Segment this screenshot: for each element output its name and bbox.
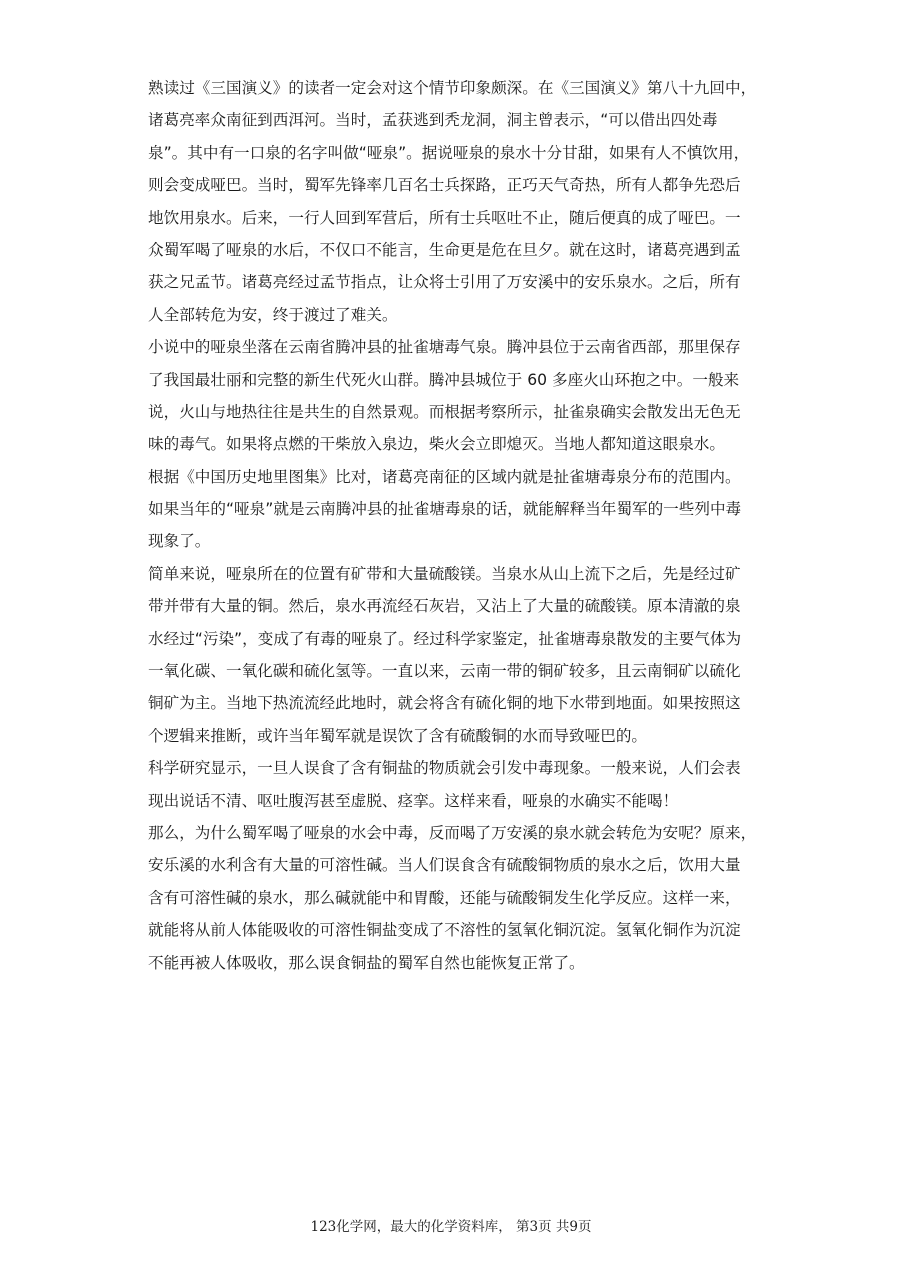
text-line: 科学研究显示，一旦人误食了含有铜盐的物质就会引发中毒现象。一般来说，人们会表 [148, 759, 741, 778]
text-line: 根据《中国历史地里图集》比对，诸葛亮南征的区域内就是扯雀塘毒泉分布的范围内。 [148, 467, 741, 486]
text-line: 现象了。 [148, 532, 211, 551]
text-line: 那么，为什么蜀军喝了哑泉的水会中毒，反而喝了万安溪的泉水就会转危为安呢？原来， [148, 823, 757, 842]
text-line: 一氧化碳、一氧化碳和硫化氢等。一直以来，云南一带的铜矿较多，且云南铜矿以硫化 [148, 662, 741, 681]
article-body [148, 72, 764, 979]
text-line: 就能将从前人体能吸收的可溶性铜盐变成了不溶性的氢氧化铜沉淀。氢氧化铜作为沉淀 [148, 921, 741, 940]
text-line: 泉”。其中有一口泉的名字叫做“哑泉”。据说哑泉的泉水十分甘甜，如果有人不慎饮用， [148, 143, 750, 162]
text-line: 了我国最壮丽和完整的新生代死火山群。腾冲县城位于 60 多座火山环抱之中。一般来 [148, 370, 740, 389]
text-line: 人全部转危为安，终于渡过了难关。 [148, 305, 398, 324]
text-line: 含有可溶性碱的泉水，那么碱就能中和胃酸，还能与硫酸铜发生化学反应。这样一来， [148, 888, 741, 907]
text-line: 获之兄孟节。诸葛亮经过孟节指点，让众将士引用了万安溪中的安乐泉水。之后，所有 [148, 273, 741, 292]
text-line: 个逻辑来推断，或许当年蜀军就是误饮了含有硫酸铜的水而导致哑巴的。 [148, 726, 648, 745]
text-line: 诸葛亮率众南征到西洱河。当时，孟获逃到秃龙洞，洞主曾表示，“可以借出四处毒 [148, 111, 718, 130]
text-line: 则会变成哑巴。当时，蜀军先锋率几百名士兵探路，正巧天气奇热，所有人都争先恐后 [148, 176, 741, 195]
text-line: 说，火山与地热往往是共生的自然景观。而根据考察所示，扯雀泉确实会散发出无色无 [148, 402, 741, 421]
text-line: 如果当年的“哑泉”就是云南腾冲县的扯雀塘毒泉的话，就能解释当年蜀军的一些列中毒 [148, 500, 742, 519]
text-line: 现出说话不清、呕吐腹泻甚至虚脱、痉挛。这样来看，哑泉的水确实不能喝！ [148, 791, 679, 810]
text-line: 小说中的哑泉坐落在云南省腾冲县的扯雀塘毒气泉。腾冲县位于云南省西部，那里保存 [148, 338, 741, 357]
text-line: 众蜀军喝了哑泉的水后，不仅口不能言，生命更是危在旦夕。就在这时，诸葛亮遇到孟 [148, 240, 741, 259]
text-line: 水经过“污染”，变成了有毒的哑泉了。经过科学家鉴定，扯雀塘毒泉散发的主要气体为 [148, 629, 742, 648]
text-line: 味的毒气。如果将点燃的干柴放入泉边，柴火会立即熄灭。当地人都知道这眼泉水。 [148, 435, 725, 454]
text-line: 铜矿为主。当地下热流流经此地时，就会将含有硫化铜的地下水带到地面。如果按照这 [148, 694, 741, 713]
page-footer: 123化学网，最大的化学资料库， 第3页 共9页 [310, 1219, 592, 1235]
text-line: 简单来说，哑泉所在的位置有矿带和大量硫酸镁。当泉水从山上流下之后，先是经过矿 [148, 564, 741, 583]
text-line: 熟读过《三国演义》的读者一定会对这个情节印象颇深。在《三国演义》第八十九回中， [148, 79, 757, 97]
text-line: 地饮用泉水。后来，一行人回到军营后，所有士兵呕吐不止，随后便真的成了哑巴。一 [148, 208, 741, 227]
text-line: 安乐溪的水利含有大量的可溶性碱。当人们误食含有硫酸铜物质的泉水之后，饮用大量 [148, 856, 741, 875]
text-line: 带并带有大量的铜。然后，泉水再流经石灰岩，又沾上了大量的硫酸镁。原本清澈的泉 [148, 597, 741, 616]
text-line: 不能再被人体吸收，那么误食铜盐的蜀军自然也能恢复正常了。 [148, 953, 585, 972]
